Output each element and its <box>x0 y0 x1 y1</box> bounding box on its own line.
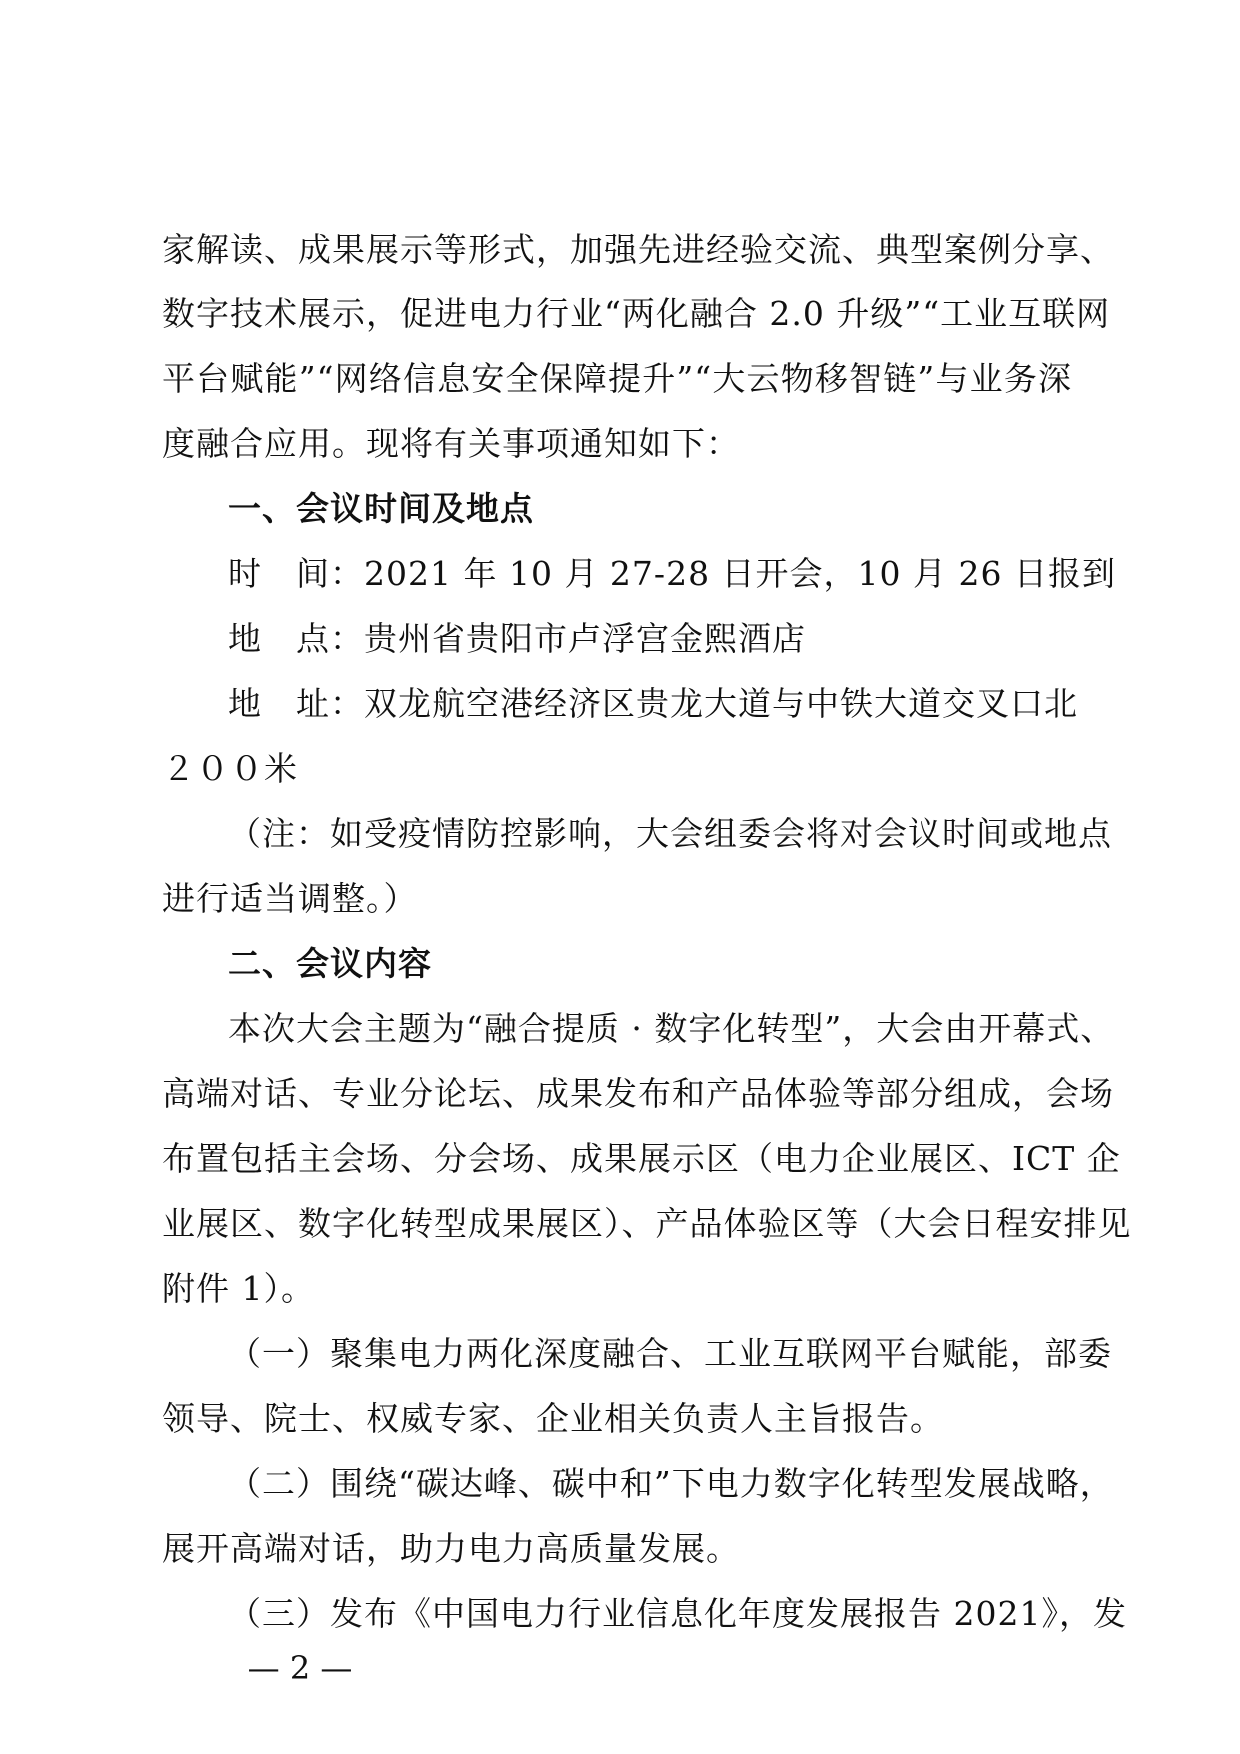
content-item-two-continued: 展开高端对话，助力电力高质量发展。 <box>162 1529 740 1568</box>
body-text-line: 业展区、数字化转型成果展区）、产品体验区等（大会日程安排见 <box>162 1204 1132 1243</box>
body-text-line: 附件 1）。 <box>162 1269 315 1308</box>
adjustment-note-continued: 进行适当调整。） <box>162 879 418 918</box>
body-text-line: 度融合应用。现将有关事项通知如下： <box>162 424 740 463</box>
meeting-address-continued: ２００米 <box>162 749 298 788</box>
body-text-line: 布置包括主会场、分会场、成果展示区（电力企业展区、ICT 企 <box>162 1139 1121 1178</box>
body-text-line: 本次大会主题为“融合提质 · 数字化转型”，大会由开幕式、 <box>228 1009 1115 1048</box>
section-heading: 二、会议内容 <box>228 944 432 983</box>
content-item-one: （一）聚集电力两化深度融合、工业互联网平台赋能，部委 <box>228 1334 1112 1373</box>
content-item-one-continued: 领导、院士、权威专家、企业相关负责人主旨报告。 <box>162 1399 944 1438</box>
meeting-address: 地 址：双龙航空港经济区贵龙大道与中铁大道交叉口北 <box>228 684 1078 723</box>
adjustment-note: （注：如受疫情防控影响，大会组委会将对会议时间或地点 <box>228 814 1112 853</box>
body-text-line: 数字技术展示，促进电力行业“两化融合 2.0 升级”“工业互联网 <box>162 294 1111 333</box>
body-text-line: 高端对话、专业分论坛、成果发布和产品体验等部分组成，会场 <box>162 1074 1114 1113</box>
content-item-two: （二）围绕“碳达峰、碳中和”下电力数字化转型发展战略， <box>228 1464 1114 1503</box>
meeting-place: 地 点：贵州省贵阳市卢浮宫金熙酒店 <box>228 619 806 658</box>
body-text-line: 家解读、成果展示等形式，加强先进经验交流、典型案例分享、 <box>162 230 1114 269</box>
section-heading: 一、会议时间及地点 <box>228 489 534 528</box>
body-text-line: 平台赋能”“网络信息安全保障提升”“大云物移智链”与业务深 <box>162 359 1072 398</box>
meeting-time: 时 间：2021 年 10 月 27-28 日开会，10 月 26 日报到 <box>228 554 1117 593</box>
content-item-three: （三）发布《中国电力行业信息化年度发展报告 2021》，发 <box>228 1594 1127 1633</box>
page-number: — 2 — <box>247 1649 353 1687</box>
